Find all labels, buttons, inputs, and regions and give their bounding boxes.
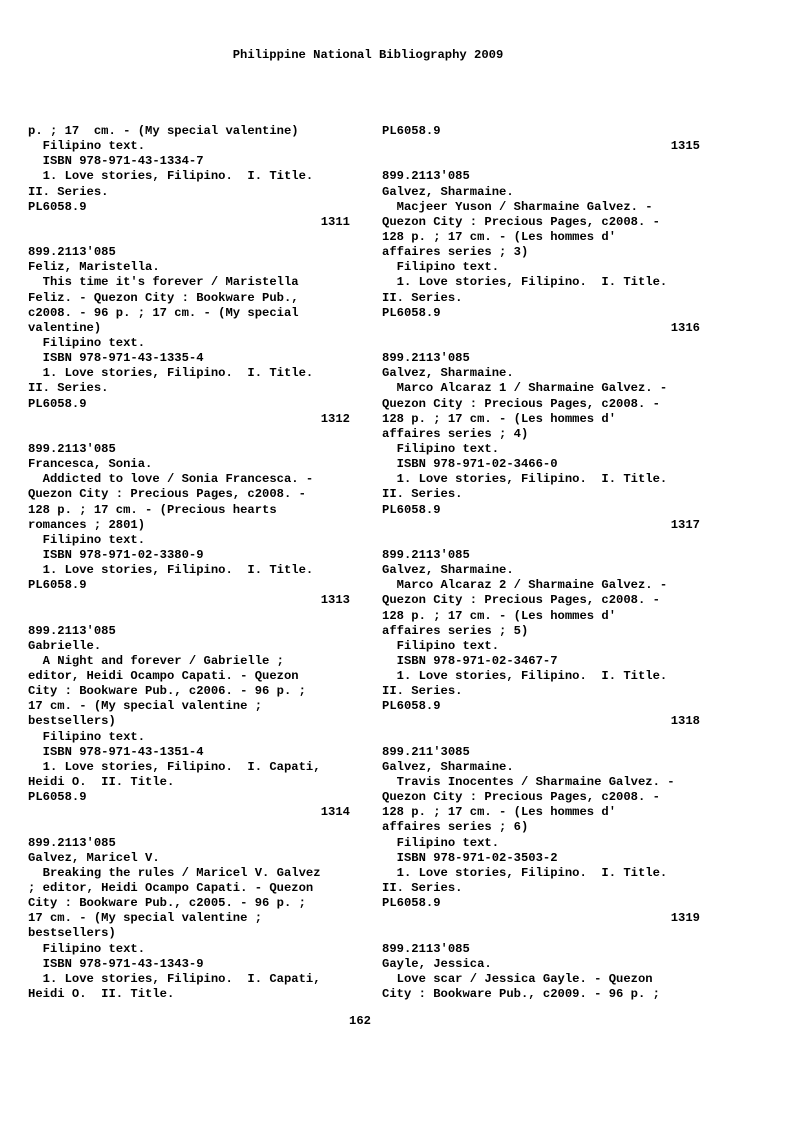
entry-line: 1. Love stories, Filipino. I. Title. (382, 669, 668, 684)
entry-line: 899.2113'085 (28, 245, 116, 260)
entry-line: Filipino text. (28, 335, 146, 350)
entry-line: Gabrielle. (28, 638, 102, 653)
entry-line: Galvez, Sharmaine. (382, 759, 514, 774)
entry-line: valentine) (28, 320, 102, 335)
entry-line: 128 p. ; 17 cm. - (Les hommes d' (382, 229, 617, 244)
entry-line: Feliz. - Quezon City : Bookware Pub., (28, 290, 299, 305)
entry-line: Breaking the rules / Maricel V. Galvez (28, 865, 321, 880)
entry-line: Filipino text. (382, 638, 500, 653)
entry-line: 1. Love stories, Filipino. I. Title. (28, 563, 314, 578)
entry-line: Galvez, Sharmaine. (382, 366, 514, 381)
entry-line: 899.211'3085 (382, 744, 470, 759)
entry-line: ISBN 978-971-02-3467-7 (382, 653, 558, 668)
entry-line: affaires series ; 3) (382, 245, 529, 260)
entry-line: 899.2113'085 (382, 941, 470, 956)
entry-line: Filipino text. (382, 260, 500, 275)
entry-line: Galvez, Sharmaine. (382, 184, 514, 199)
entry-number: 1314 (320, 805, 350, 820)
entry-line: affaires series ; 4) (382, 426, 529, 441)
entry-line: PL6058.9 (382, 896, 441, 911)
entry-line: Quezon City : Precious Pages, c2008. - (382, 396, 660, 411)
right-column (382, 124, 700, 1002)
entry-line: Marco Alcaraz 2 / Sharmaine Galvez. - (382, 578, 668, 593)
entry-line: Marco Alcaraz 1 / Sharmaine Galvez. - (382, 381, 668, 396)
entry-line: 17 cm. - (My special valentine ; (28, 699, 263, 714)
entry-line: Filipino text. (28, 532, 146, 547)
entry-line: Addicted to love / Sonia Francesca. - (28, 472, 314, 487)
entry-line: ISBN 978-971-43-1343-9 (28, 956, 204, 971)
entry-line: City : Bookware Pub., c2009. - 96 p. ; (382, 987, 660, 1002)
entry-line: Macjeer Yuson / Sharmaine Galvez. - (382, 199, 653, 214)
entry-line: II. Series. (382, 487, 463, 502)
entry-line: ISBN 978-971-43-1335-4 (28, 351, 204, 366)
entry-line: ; editor, Heidi Ocampo Capati. - Quezon (28, 881, 314, 896)
entry-line: Quezon City : Precious Pages, c2008. - (382, 790, 660, 805)
entry-number: 1319 (670, 911, 700, 926)
entry-line: City : Bookware Pub., c2006. - 96 p. ; (28, 684, 306, 699)
entry-line: PL6058.9 (382, 305, 441, 320)
entry-line: II. Series. (382, 684, 463, 699)
blank-line (28, 820, 350, 835)
entry-line: 899.2113'085 (382, 169, 470, 184)
entry-line: 128 p. ; 17 cm. - (Les hommes d' (382, 608, 617, 623)
page-number: 162 (349, 1014, 371, 1028)
entry-line: affaires series ; 6) (382, 820, 529, 835)
blank-line (28, 427, 350, 442)
entry-line: 899.2113'085 (382, 351, 470, 366)
entry-line: ISBN 978-971-02-3503-2 (382, 850, 558, 865)
entry-line: 1. Love stories, Filipino. I. Capati, (28, 759, 321, 774)
entry-line: 899.2113'085 (28, 441, 116, 456)
left-column (28, 124, 350, 1002)
entry-line: romances ; 2801) (28, 517, 146, 532)
entry-line: Francesca, Sonia. (28, 457, 153, 472)
entry-line: PL6058.9 (28, 199, 87, 214)
entry-line: bestsellers) (28, 926, 116, 941)
entry-line: 128 p. ; 17 cm. - (Precious hearts (28, 502, 277, 517)
blank-line (382, 336, 700, 351)
entry-line: 899.2113'085 (28, 835, 116, 850)
entry-line: Filipino text. (382, 835, 500, 850)
entry-line: Love scar / Jessica Gayle. - Quezon (382, 971, 653, 986)
entry-line: II. Series. (382, 881, 463, 896)
entry-line: 128 p. ; 17 cm. - (Les hommes d' (382, 805, 617, 820)
entry-line: 1. Love stories, Filipino. I. Title. (28, 169, 314, 184)
entry-number: 1312 (320, 411, 350, 426)
entry-number: 1315 (670, 139, 700, 154)
entry-line: Galvez, Maricel V. (28, 850, 160, 865)
entry-line: ISBN 978-971-43-1351-4 (28, 744, 204, 759)
entry-line: PL6058.9 (382, 124, 441, 138)
entry-line: Filipino text. (28, 941, 146, 956)
entry-line: PL6058.9 (382, 502, 441, 517)
entry-line: affaires series ; 5) (382, 623, 529, 638)
entry-line: 899.2113'085 (28, 623, 116, 638)
entry-line: Travis Inocentes / Sharmaine Galvez. - (382, 775, 675, 790)
entry-line: ISBN 978-971-02-3466-0 (382, 457, 558, 472)
entry-number: 1317 (670, 517, 700, 532)
entry-line: City : Bookware Pub., c2005. - 96 p. ; (28, 896, 306, 911)
entry-line: PL6058.9 (28, 578, 87, 593)
blank-line (382, 926, 700, 941)
page-header: Philippine National Bibliography 2009 (232, 48, 504, 62)
entry-line: Feliz, Maristella. (28, 260, 160, 275)
entry-line: p. ; 17 cm. - (My special valentine) (28, 124, 299, 138)
entry-number: 1313 (320, 593, 350, 608)
entry-line: PL6058.9 (382, 699, 441, 714)
entry-line: Filipino text. (28, 729, 146, 744)
entry-line: 1. Love stories, Filipino. I. Title. (382, 865, 668, 880)
entry-line: bestsellers) (28, 714, 116, 729)
entry-line: Heidi O. II. Title. (28, 987, 175, 1002)
entry-line: PL6058.9 (28, 396, 87, 411)
entry-line: 1. Love stories, Filipino. I. Title. (382, 275, 668, 290)
entry-line: Filipino text. (382, 441, 500, 456)
entry-line: II. Series. (382, 290, 463, 305)
entry-line: 1. Love stories, Filipino. I. Title. (28, 366, 314, 381)
entry-line: Galvez, Sharmaine. (382, 563, 514, 578)
entry-line: Gayle, Jessica. (382, 956, 492, 971)
entry-line: ISBN 978-971-02-3380-9 (28, 547, 204, 562)
entry-line: II. Series. (28, 381, 109, 396)
entry-line: 128 p. ; 17 cm. - (Les hommes d' (382, 411, 617, 426)
blank-line (382, 533, 700, 548)
entry-number: 1311 (320, 214, 350, 229)
entry-line: c2008. - 96 p. ; 17 cm. - (My special (28, 305, 299, 320)
entry-number: 1316 (670, 320, 700, 335)
entry-number: 1318 (670, 714, 700, 729)
entry-line: Quezon City : Precious Pages, c2008. - (382, 214, 660, 229)
entry-line: 899.2113'085 (382, 547, 470, 562)
entry-line: This time it's forever / Maristella (28, 275, 299, 290)
blank-line (28, 230, 350, 245)
entry-line: II. Series. (28, 184, 109, 199)
blank-line (382, 154, 700, 169)
entry-line: A Night and forever / Gabrielle ; (28, 653, 284, 668)
entry-line: Quezon City : Precious Pages, c2008. - (382, 593, 660, 608)
blank-line (382, 730, 700, 745)
entry-line: ISBN 978-971-43-1334-7 (28, 154, 204, 169)
entry-line: Heidi O. II. Title. (28, 775, 175, 790)
entry-line: editor, Heidi Ocampo Capati. - Quezon (28, 669, 299, 684)
entry-line: Filipino text. (28, 139, 146, 154)
entry-line: 1. Love stories, Filipino. I. Capati, (28, 971, 321, 986)
entry-line: PL6058.9 (28, 790, 87, 805)
entry-line: 1. Love stories, Filipino. I. Title. (382, 472, 668, 487)
entry-line: 17 cm. - (My special valentine ; (28, 911, 263, 926)
blank-line (28, 609, 350, 624)
entry-line: Quezon City : Precious Pages, c2008. - (28, 487, 306, 502)
